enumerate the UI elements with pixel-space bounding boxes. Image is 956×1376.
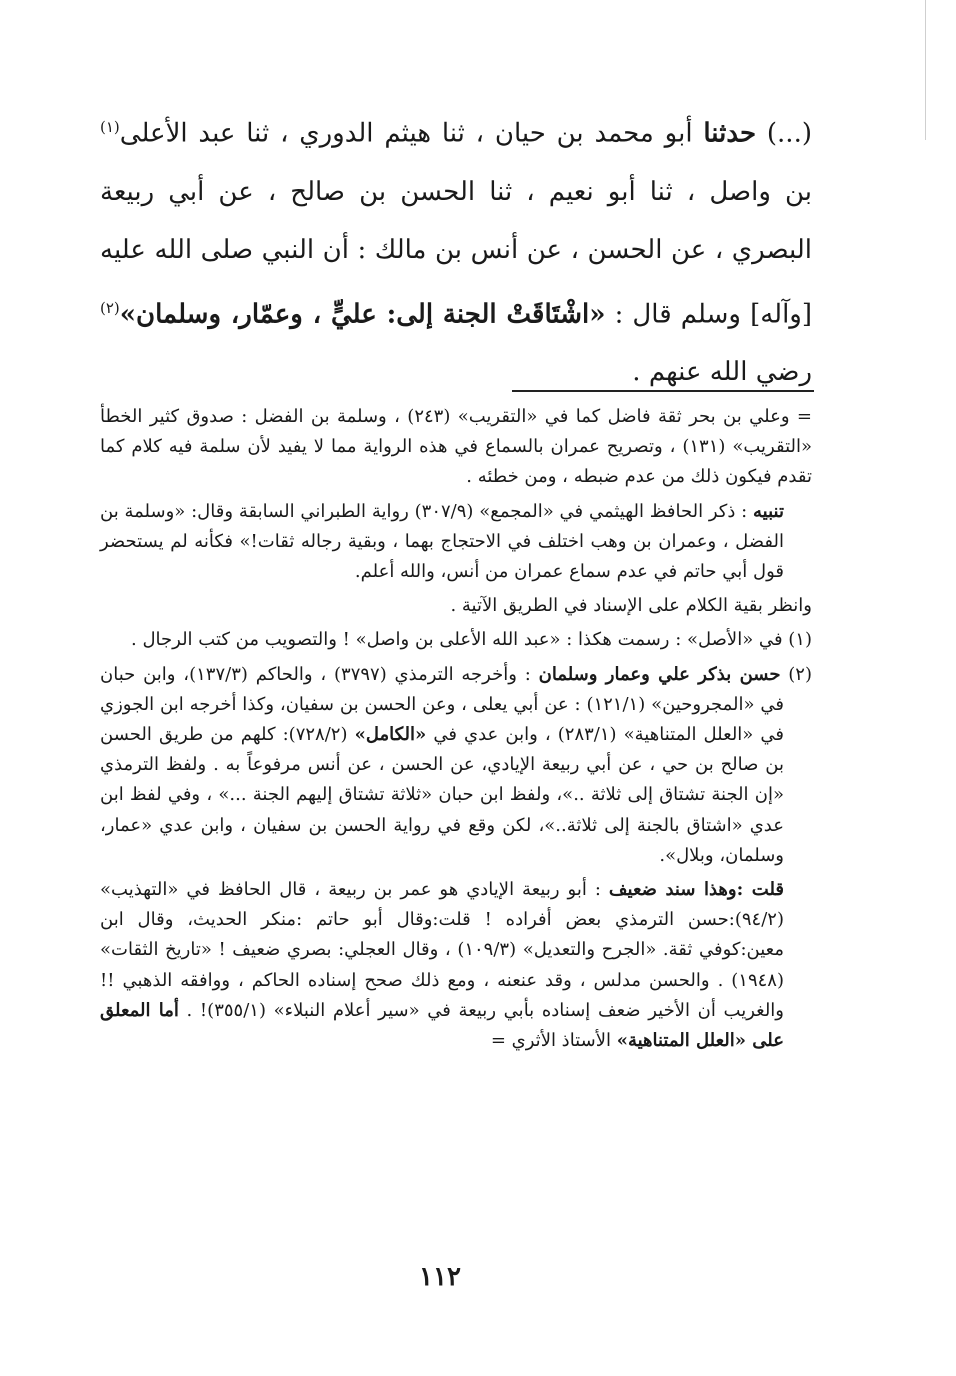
isnad-part-1: أبو محمد بن حيان ، ثنا هيثم الدوري ، ثنا عبد الأعلى <box>119 118 704 149</box>
footnote-see-also: وانظر بقية الكلام على الإسناد في الطريق الآتية . <box>450 595 812 617</box>
qultu-bold-2: أما المعلق على «العلل المتناهية» <box>100 999 784 1052</box>
hadith-matn: «اشْتَاقَتْ الجنة إلى: عليٍّ ، وعمّار، وسلمان» <box>119 299 606 330</box>
footnote-2-text: : وأخرجه الترمذي (٣٧٩٧) ، والحاكم (١٣٧/٣)، وابن حبان في «المجروحين» (١٢١/١) : عن أبي يعلى ، وعن الحسن بن سفيان، وكذا أخرجه ابن الجوزي في «العلل المتناهية» (٢٨٣/١) ، وابن عدي في <box>100 663 784 746</box>
qultu-text-2: الأستاذ الأثري = <box>490 1030 617 1052</box>
tanbih-label: تنبيه <box>753 500 784 522</box>
qultu-text: : أبو ربيعة الإيادي هو عمر بن ربيعة ، قال الحافظ في «التهذيب» (٩٤/٢):حسن الترمذي بعض أفراده ! قلت:وقال أبو حاتم :منكر الحديث، وقال ابن معين:كوفي ثقة. «الجرح والتعديل» (١٠٩/٣) ، وقال العجلي: بصري ضعيف ! «تاريخ الثقات» (١٩٤٨) . والحسن مدلس ، وقد عنعنه ، ومع ذلك صحح إسناده الحاكم ، ووافقه الذهبي !! والغريب أن الأخير ضعف إسناده بأبي ربيعة في «سير أعلام النبلاء» (٣٥٥/١)! . <box>100 879 784 1021</box>
footnote-qultu <box>100 875 812 1056</box>
footnote-separator <box>512 390 814 392</box>
tanbih-text: : ذكر الحافظ الهيثمي في «المجمع» (٣٠٧/٩) رواية الطبراني السابقة وقال: <box>185 500 754 522</box>
footnote-2 <box>100 660 812 871</box>
closing-phrase: رضي الله عنهم . <box>632 357 812 388</box>
page-number: ١١٢ <box>419 1262 461 1292</box>
tanbih-quote: «وسلمة بن الفضل ، وعمران بن وهب اختلف في الاحتجاج بهما ، وبقية رجاله ثقات!» <box>100 500 785 552</box>
footnote-2-text-2: (٧٢٨/٢): كلهم من طريق الحسن بن صالح بن حي ، عن أبي ربيعة الإيادي، عن الحسن ، عن أنس مرفوعاً به . ولفظ الترمذي «إن الجنة تشتاق إلى ثلاثة ..»، ولفظ ابن حبان «ثلاثة تشتاق إليهم الجنة ...» ، وفي لفظ ابن عدي «اشتاق بالجنة إلى ثلاثة..»، لكن وقع في رواية الحسن بن سفيان ، وابن عدي «عمار، وسلمان، وبلال». <box>100 724 784 866</box>
footnote-tanbih <box>100 497 812 588</box>
hadith-paragraph <box>100 98 812 401</box>
footnote-ref-2[interactable]: (٢) <box>100 298 120 317</box>
qultu-label: قلت :وهذا سند ضعيف <box>608 879 785 901</box>
footnote-2-number: (٢) <box>780 663 812 685</box>
haddathana-word: حدثنا <box>703 118 757 149</box>
ellipsis-marker: (...) <box>756 118 812 149</box>
isnad-part-2: بن واصل ، ثنا أبو نعيم ، ثنا الحسن بن صالح ، عن أبي ربيعة البصري ، عن الحسن ، عن أنس بن مالك : أن النبي صلى الله عليه [وآله] وسلم قال : <box>100 176 812 330</box>
footnote-continuation: = وعلي بن بحر ثقة فاضل كما في «التقريب» (٢٤٣) ، وسلمة بن الفضل : صدوق كثير الخطأ «التقريب» (١٣١) ، وتصريح عمران بالسماع في هذه الرواية مما لا يفيد لأن سلمة فيه كلام كما تقدم فيكون ذلك من عدم ضبطه ، ومن خطئه . <box>100 406 812 488</box>
footnote-1: (١) في «الأصل» : رسمت هكذا : «عبد الله الأعلى بن واصل» ! والتصويب من كتب الرجال . <box>131 629 812 651</box>
page-edge-line <box>925 0 926 140</box>
footnote-2-book: «الكامل» <box>354 724 427 746</box>
tanbih-text-2: فكأنه لم يستحضر قول أبي حاتم في عدم سماع عمران من أنس، والله أعلم. <box>100 530 784 583</box>
footnotes-section <box>100 402 812 1060</box>
footnote-2-grade: حسن بذكر علي وعمار وسلمان <box>538 663 781 685</box>
main-hadith-text <box>100 98 812 401</box>
footnote-ref-1[interactable]: (١) <box>100 118 120 136</box>
